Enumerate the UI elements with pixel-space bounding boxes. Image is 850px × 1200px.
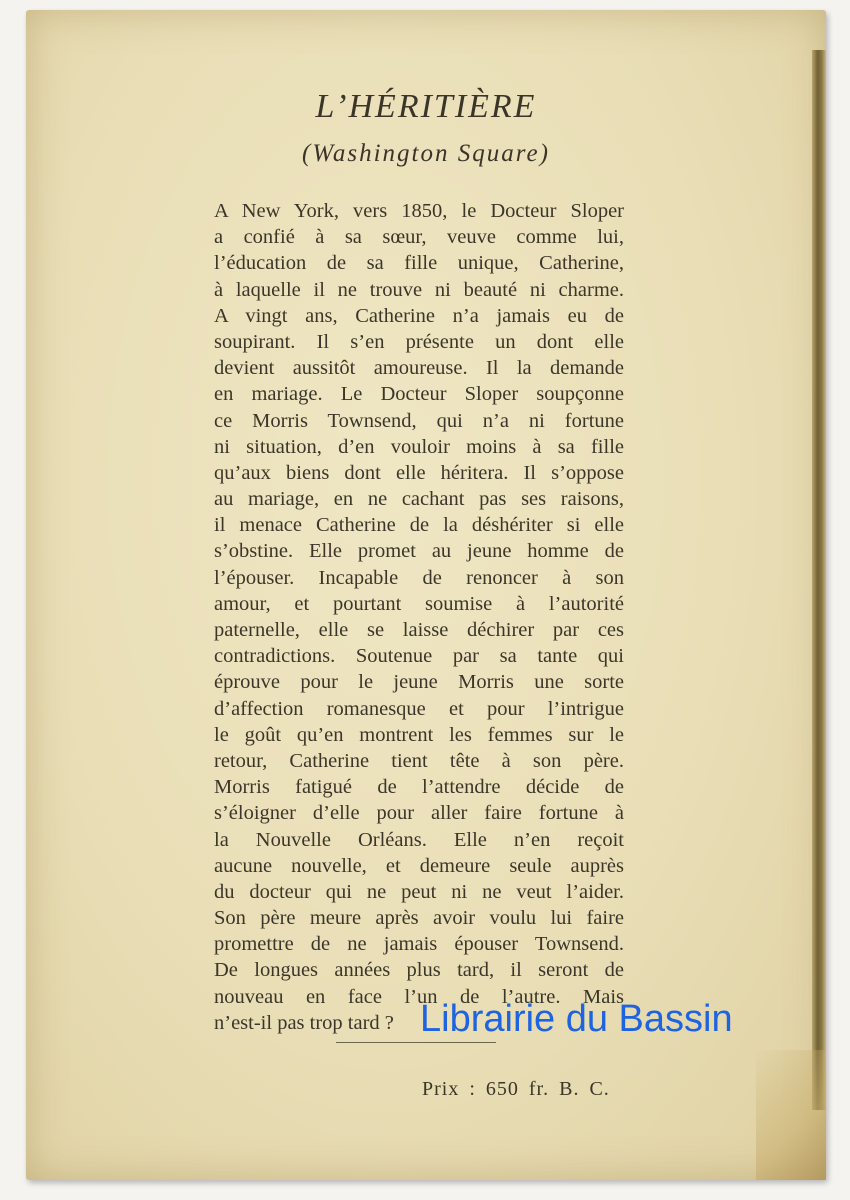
synopsis-line: le goût qu’en montrent les femmes sur le xyxy=(214,723,624,746)
spine-edge xyxy=(812,50,826,1110)
synopsis-line: l’éducation de sa fille unique, Catherine, xyxy=(214,252,624,275)
synopsis-line: ce Morris Townsend, qui n’a ni fortune xyxy=(214,409,624,432)
synopsis-line: au mariage, en ne cachant pas ses raisons, xyxy=(214,488,624,511)
corner-wear xyxy=(756,1050,826,1180)
synopsis-line: n’est-il pas trop tard ? xyxy=(214,1011,394,1034)
synopsis-line: en mariage. Le Docteur Sloper soupçonne xyxy=(214,383,624,406)
synopsis-line: Son père meure après avoir voulu lui faire xyxy=(214,907,624,930)
book-title: L’HÉRITIÈRE xyxy=(315,88,537,125)
synopsis-line: l’épouser. Incapable de renoncer à son xyxy=(214,566,624,589)
synopsis-line: ni situation, d’en vouloir moins à sa fille xyxy=(214,435,624,458)
synopsis-line: aucune nouvelle, et demeure seule auprès xyxy=(214,854,624,877)
synopsis-line: promettre de ne jamais épouser Townsend. xyxy=(214,933,624,956)
synopsis-line: a confié à sa sœur, veuve comme lui, xyxy=(214,226,624,249)
synopsis-line: à laquelle il ne trouve ni beauté ni charme. xyxy=(214,278,624,301)
synopsis-line: De longues années plus tard, il seront de xyxy=(214,959,624,982)
synopsis-line: A vingt ans, Catherine n’a jamais eu de xyxy=(214,304,624,327)
synopsis-line: nouveau en face l’un de l’autre. Mais xyxy=(214,985,624,1008)
synopsis-line: amour, et pourtant soumise à l’autorité xyxy=(214,592,624,615)
synopsis-line: s’obstine. Elle promet au jeune homme de xyxy=(214,540,624,563)
synopsis-line: paternelle, elle se laisse déchirer par ces xyxy=(214,619,624,641)
synopsis-line: du docteur qui ne peut ni ne veut l’aider. xyxy=(214,880,624,903)
price-label: Prix : 650 fr. B. C. xyxy=(422,1078,610,1100)
synopsis-line: devient aussitôt amoureuse. Il la demande xyxy=(214,357,624,380)
synopsis-line: s’éloigner d’elle pour aller faire fortune à xyxy=(214,802,624,825)
book-subtitle: (Washington Square) xyxy=(302,140,550,167)
synopsis-line: soupirant. Il s’en présente un dont elle xyxy=(214,330,624,353)
synopsis-line: retour, Catherine tient tête à son père. xyxy=(214,749,624,772)
synopsis-line: éprouve pour le jeune Morris une sorte xyxy=(214,671,624,694)
synopsis-text xyxy=(214,198,624,1036)
divider-rule xyxy=(336,1042,496,1043)
synopsis-line: A New York, vers 1850, le Docteur Sloper xyxy=(214,200,624,222)
synopsis-line: il menace Catherine de la déshériter si elle xyxy=(214,514,624,537)
synopsis-line: la Nouvelle Orléans. Elle n’en reçoit xyxy=(214,828,624,851)
synopsis-line: Morris fatigué de l’attendre décide de xyxy=(214,776,624,799)
synopsis-line: contradictions. Soutenue par sa tante qui xyxy=(214,645,624,668)
seller-watermark: Librairie du Bassin xyxy=(420,998,733,1040)
synopsis-line: d’affection romanesque et pour l’intrigue xyxy=(214,697,624,720)
synopsis-line: qu’aux biens dont elle héritera. Il s’oppose xyxy=(214,461,624,484)
